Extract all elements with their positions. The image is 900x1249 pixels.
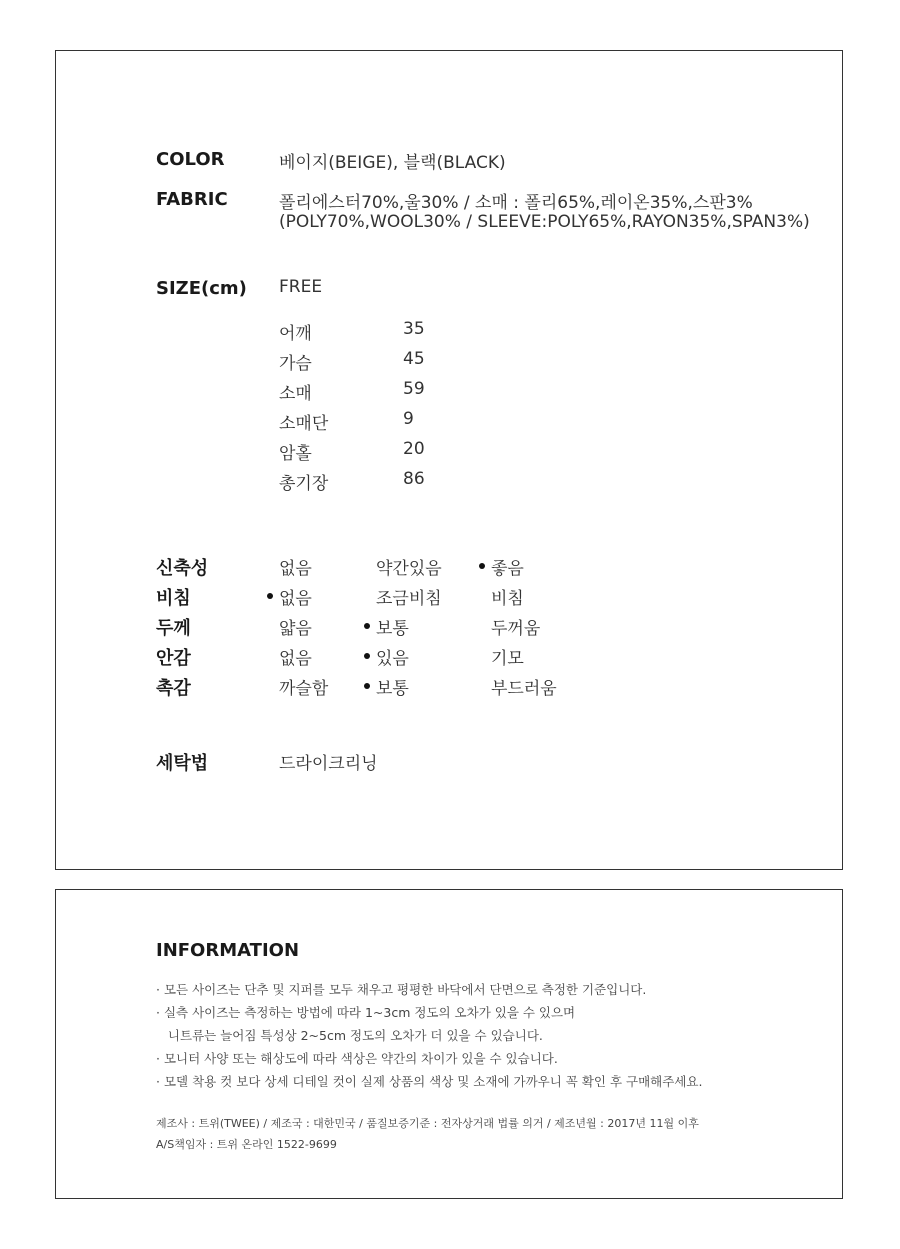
- lining-label: 안감: [156, 648, 191, 669]
- size-row-name: 총기장: [279, 474, 329, 494]
- thickness-option: 두꺼움: [491, 619, 541, 639]
- thickness-option: 얇음: [279, 619, 312, 639]
- stretch-option: 약간있음: [376, 559, 442, 579]
- information-line: · 모니터 사양 또는 해상도에 따라 색상은 약간의 차이가 있을 수 있습니다.: [156, 1051, 558, 1066]
- thickness-option: 보통: [376, 619, 409, 639]
- size-row-value: 20: [403, 439, 425, 459]
- size-row-name: 소매단: [279, 414, 329, 434]
- size-row-value: 59: [403, 379, 425, 399]
- stretch-label: 신축성: [156, 558, 209, 579]
- texture-option: 보통: [376, 679, 409, 699]
- size-row-name: 가슴: [279, 354, 312, 374]
- information-line: 니트류는 늘어짐 특성상 2~5cm 정도의 오차가 더 있을 수 있습니다.: [156, 1028, 543, 1043]
- lining-option: 없음: [279, 649, 312, 669]
- washing-label: 세탁법: [156, 753, 209, 774]
- size-row-value: 45: [403, 349, 425, 369]
- size-row-value: 86: [403, 469, 425, 489]
- sheerness-option: 없음: [279, 589, 312, 609]
- size-row-name: 어깨: [279, 324, 312, 344]
- selected-option-dot: [479, 563, 485, 569]
- size-row-name: 암홀: [279, 444, 312, 464]
- texture-option: 부드러움: [491, 679, 557, 699]
- selected-option-dot: [364, 683, 370, 689]
- fabric-value-korean: 폴리에스터70%,울30% / 소매 : 폴리65%,레이온35%,스판3%: [279, 193, 753, 213]
- fabric-label: FABRIC: [156, 189, 228, 210]
- size-row-value: 35: [403, 319, 425, 339]
- washing-value: 드라이크리닝: [279, 754, 378, 774]
- size-row-name: 소매: [279, 384, 312, 404]
- size-value: FREE: [279, 277, 323, 297]
- sheerness-option: 조금비침: [376, 589, 442, 609]
- product-spec-panel: [55, 50, 843, 870]
- selected-option-dot: [364, 623, 370, 629]
- stretch-option: 좋음: [491, 559, 524, 579]
- selected-option-dot: [267, 593, 273, 599]
- stretch-option: 없음: [279, 559, 312, 579]
- sheerness-option: 비침: [491, 589, 524, 609]
- information-title: INFORMATION: [156, 940, 300, 961]
- size-label: SIZE(cm): [156, 278, 247, 299]
- texture-label: 촉감: [156, 678, 191, 699]
- lining-option: 기모: [491, 649, 524, 669]
- thickness-label: 두께: [156, 618, 191, 639]
- information-line: · 모델 착용 컷 보다 상세 디테일 컷이 실제 상품의 색상 및 소재에 가까우니 꼭 확인 후 구매해주세요.: [156, 1074, 703, 1089]
- as-contact-info: A/S책임자 : 트위 온라인 1522-9699: [156, 1138, 337, 1151]
- size-row-value: 9: [403, 409, 414, 429]
- information-line: · 모든 사이즈는 단추 및 지퍼를 모두 채우고 평평한 바닥에서 단면으로 측정한 기준입니다.: [156, 982, 647, 997]
- information-line: · 실측 사이즈는 측정하는 방법에 따라 1~3cm 정도의 오차가 있을 수 있으며: [156, 1005, 576, 1020]
- color-label: COLOR: [156, 149, 225, 170]
- sheerness-label: 비침: [156, 588, 191, 609]
- selected-option-dot: [364, 653, 370, 659]
- fabric-value-english: (POLY70%,WOOL30% / SLEEVE:POLY65%,RAYON35%,SPAN3%): [279, 212, 810, 232]
- information-panel: [55, 889, 843, 1199]
- lining-option: 있음: [376, 649, 409, 669]
- manufacturer-info: 제조사 : 트위(TWEE) / 제조국 : 대한민국 / 품질보증기준 : 전자상거래 법률 의거 / 제조년월 : 2017년 11월 이후: [156, 1117, 699, 1130]
- texture-option: 까슬함: [279, 679, 329, 699]
- color-value: 베이지(BEIGE), 블랙(BLACK): [279, 153, 506, 173]
